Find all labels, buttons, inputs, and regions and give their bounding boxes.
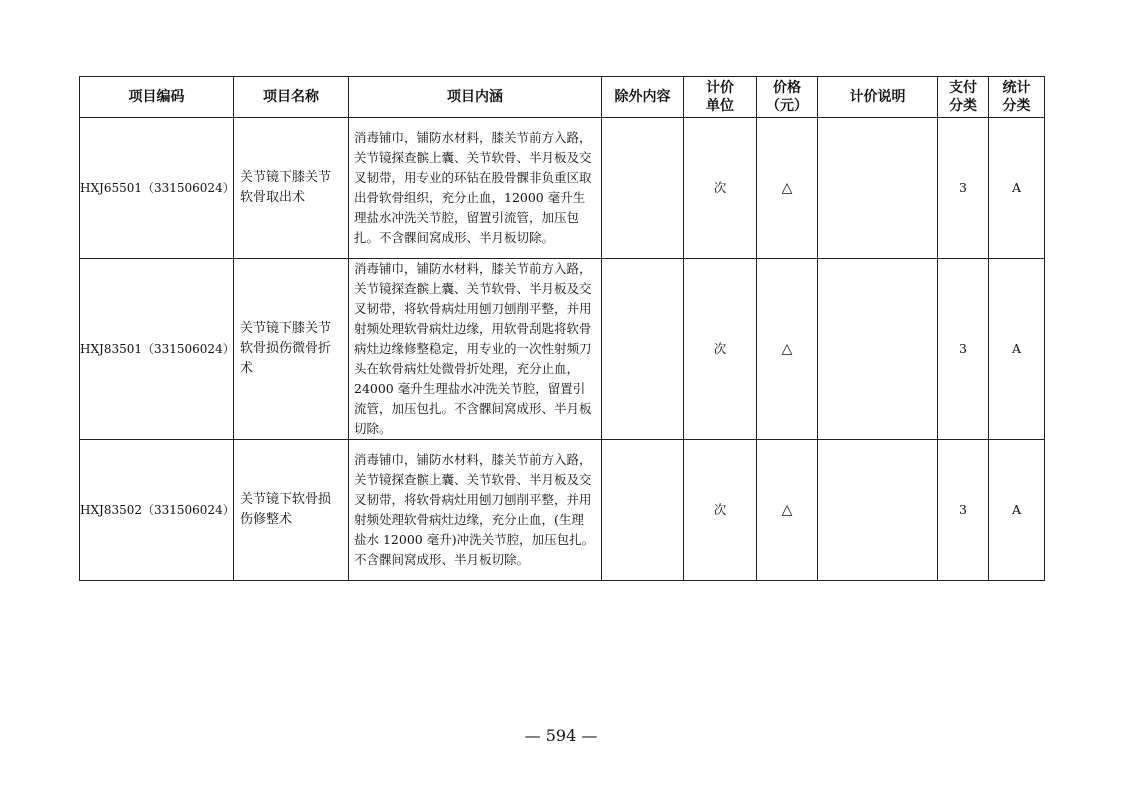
row-stat-class: A bbox=[989, 440, 1045, 581]
row-payment-class: 3 bbox=[938, 118, 989, 259]
row-unit: 次 bbox=[684, 440, 757, 581]
header-unit-line1: 计价 bbox=[706, 80, 734, 96]
header-stat-class bbox=[989, 77, 1045, 118]
header-unit-line2: 单位 bbox=[706, 98, 734, 114]
row-name: 关节镜下软骨损伤修整术 bbox=[234, 440, 349, 581]
row-excluded bbox=[602, 440, 684, 581]
row-code: HXJ83501（331506024） bbox=[80, 259, 234, 440]
table-row bbox=[80, 440, 1045, 581]
row-unit: 次 bbox=[684, 118, 757, 259]
header-payment-line1: 支付 bbox=[949, 80, 977, 96]
row-excluded bbox=[602, 118, 684, 259]
row-code: HXJ65501（331506024） bbox=[80, 118, 234, 259]
table-row bbox=[80, 259, 1045, 440]
header-row bbox=[80, 77, 1045, 118]
header-pricing-notes: 计价说明 bbox=[818, 77, 938, 118]
header-price bbox=[757, 77, 818, 118]
header-unit bbox=[684, 77, 757, 118]
header-price-line2: （元） bbox=[766, 98, 808, 114]
row-pricing-notes bbox=[818, 118, 938, 259]
row-price: △ bbox=[757, 440, 818, 581]
row-code: HXJ83502（331506024） bbox=[80, 440, 234, 581]
page-number: — 594 — bbox=[524, 726, 598, 745]
header-price-line1: 价格 bbox=[773, 80, 801, 96]
header-payment-line2: 分类 bbox=[949, 98, 977, 114]
row-unit: 次 bbox=[684, 259, 757, 440]
price-table bbox=[79, 76, 1045, 581]
row-content: 消毒铺巾，铺防水材料，膝关节前方入路，关节镜探查髌上囊、关节软骨、半月板及交叉韧带，将软骨病灶用刨刀刨削平整，并用射频处理软骨病灶边缘，用软骨刮匙将软骨病灶边缘修整稳定，用专业的一次性射频刀头在软骨病灶处微骨折处理，充分止血，24000 毫升生理盐水冲洗关节腔，留置引流管，加压包扎。不含髁间窝成形、半月板切除。 bbox=[349, 259, 602, 440]
header-payment-class bbox=[938, 77, 989, 118]
row-excluded bbox=[602, 259, 684, 440]
header-code: 项目编码 bbox=[80, 77, 234, 118]
header-name: 项目名称 bbox=[234, 77, 349, 118]
row-price: △ bbox=[757, 259, 818, 440]
header-stat-line2: 分类 bbox=[1002, 98, 1031, 114]
row-pricing-notes bbox=[818, 440, 938, 581]
header-excluded: 除外内容 bbox=[602, 77, 684, 118]
header-stat-line1: 统计 bbox=[1002, 80, 1031, 96]
row-content: 消毒铺巾，铺防水材料，膝关节前方入路，关节镜探查髌上囊、关节软骨、半月板及交叉韧带，将软骨病灶用刨刀刨削平整，并用射频处理软骨病灶边缘，充分止血，(生理盐水 12000 毫升)冲洗关节腔，加压包扎。不含髁间窝成形、半月板切除。 bbox=[349, 440, 602, 581]
header-content: 项目内涵 bbox=[349, 77, 602, 118]
row-price: △ bbox=[757, 118, 818, 259]
row-name: 关节镜下膝关节软骨损伤微骨折术 bbox=[234, 259, 349, 440]
row-payment-class: 3 bbox=[938, 259, 989, 440]
row-content: 消毒铺巾，铺防水材料，膝关节前方入路，关节镜探查髌上囊、关节软骨、半月板及交叉韧带，用专业的环钻在股骨髁非负重区取出骨软骨组织，充分止血，12000 毫升生理盐水冲洗关节腔，留置引流管，加压包扎。不含髁间窝成形、半月板切除。 bbox=[349, 118, 602, 259]
row-pricing-notes bbox=[818, 259, 938, 440]
row-payment-class: 3 bbox=[938, 440, 989, 581]
row-stat-class: A bbox=[989, 259, 1045, 440]
row-name: 关节镜下膝关节软骨取出术 bbox=[234, 118, 349, 259]
row-stat-class: A bbox=[989, 118, 1045, 259]
table-row bbox=[80, 118, 1045, 259]
